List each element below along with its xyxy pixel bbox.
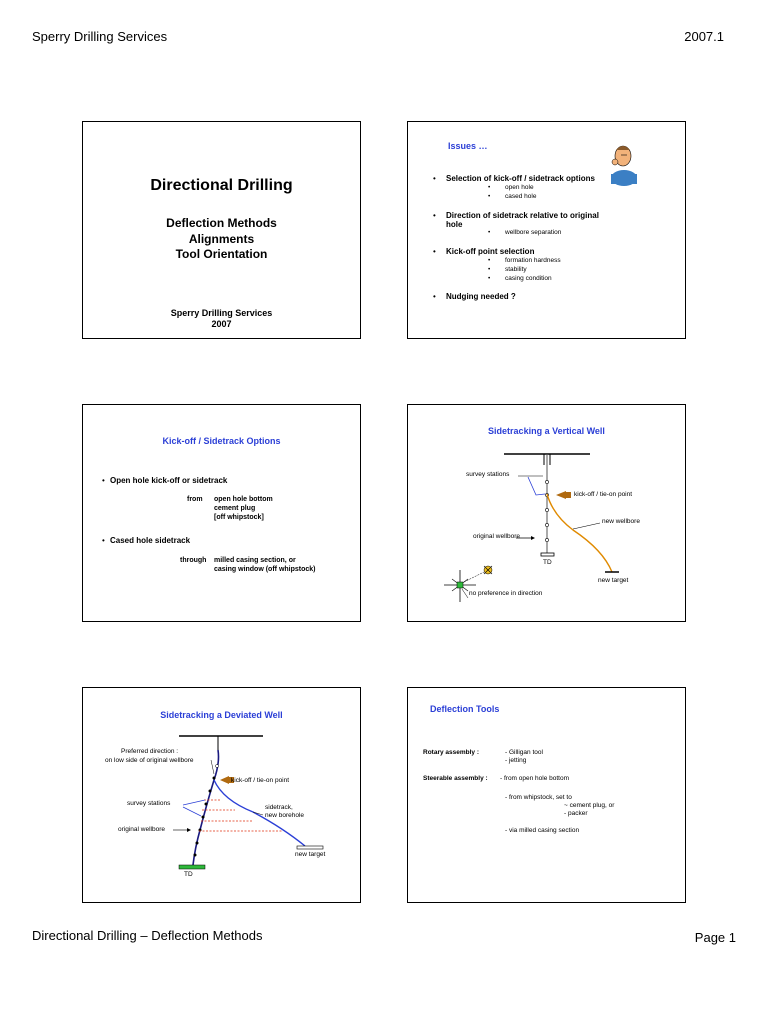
slide-kickoff-options: Kick-off / Sidetrack Options • Open hole kick-off or sidetrack from open hole bottom cement plug [off whipstock] • Cased hole sidetrack through milled casing section, or casing window (off whipstock)	[82, 404, 361, 622]
slide5-title: Sidetracking a Deviated Well	[160, 710, 283, 720]
slide3-through-label: through	[180, 557, 207, 564]
vertical-well-diagram	[408, 405, 686, 622]
slide6-rotary-1: - Gilligan tool	[505, 749, 543, 756]
page-footer-left: Directional Drilling – Deflection Methods	[32, 928, 263, 943]
slide5-kickoff: kick-off / tie-on point	[231, 777, 290, 784]
slide5-td: TD	[184, 871, 193, 878]
slide5-preferred-1: Preferred direction :	[121, 748, 179, 755]
slide2-sub-2a: wellbore separation	[505, 229, 562, 236]
slide1-year: 2007	[211, 319, 232, 329]
slide3-bullet-2: Cased hole sidetrack	[110, 536, 191, 545]
slide2-sub-1b: cased hole	[505, 193, 537, 200]
slide-vertical-well	[407, 404, 686, 622]
slide-issues: Issues … • Selection of kick-off / sidetrack options • open hole • cased hole • Direction of sidetrack relative to original hole • wellbore separation • Kick-off point selection • formation hardness • stability • casing condition • Nudging needed ?	[407, 121, 686, 339]
slide2-sub-3b: stability	[505, 266, 527, 273]
slide4-title: Sidetracking a Vertical Well	[488, 426, 605, 436]
slide6-rotary-2: - jetting	[505, 757, 527, 764]
slide6-steer-1: - from open hole bottom	[500, 775, 570, 782]
slide2-bullet-1: Selection of kick-off / sidetrack options	[446, 174, 595, 183]
slide4-kickoff: kick-off / tie-on point	[574, 491, 633, 498]
slide2-sub-3a: formation hardness	[505, 257, 561, 264]
slide6-rotary-label: Rotary assembly :	[423, 749, 479, 756]
slide3-from-label: from	[187, 496, 203, 503]
slide5-survey-stations: survey stations	[127, 800, 171, 807]
slide5-original-wellbore: original wellbore	[118, 826, 165, 833]
slide1-subtitle-2: Alignments	[188, 232, 255, 246]
slide5-new-target: new target	[295, 851, 326, 858]
slide6-title: Deflection Tools	[430, 704, 500, 714]
slide4-original-wellbore: original wellbore	[473, 533, 520, 540]
page-header-right: 2007.1	[684, 29, 724, 44]
slide3-from-2: cement plug	[214, 505, 256, 512]
slide3-through-1: milled casing section, or	[214, 557, 296, 564]
slide6-steer-2a: ~ cement plug, or	[564, 802, 615, 809]
slide1-company: Sperry Drilling Services	[170, 308, 273, 318]
slide6-steerable-label: Steerable assembly :	[423, 775, 488, 782]
slide4-new-wellbore: new wellbore	[602, 518, 640, 525]
slide1-title: Directional Drilling	[150, 177, 293, 194]
slide2-sub-1a: open hole	[505, 184, 534, 191]
slide2-heading: Issues …	[448, 141, 488, 151]
slide3-from-3: [off whipstock]	[214, 514, 264, 521]
page-footer-right: Page 1	[694, 930, 736, 945]
deviated-well-diagram	[83, 688, 361, 903]
slide2-bullet-2: Direction of sidetrack relative to original	[446, 211, 599, 220]
slide1-subtitle-3: Tool Orientation	[175, 247, 268, 261]
slide2-bullet-3: Kick-off point selection	[446, 247, 535, 256]
slide4-no-pref: no preference in direction	[469, 590, 543, 597]
slide4-new-target: new target	[598, 577, 629, 584]
slide5-sidetrack-1: sidetrack,	[265, 804, 293, 811]
slide3-title: Kick-off / Sidetrack Options	[162, 436, 281, 446]
slide2-bullet-2-cont: hole	[446, 220, 463, 229]
slide4-survey-stations: survey stations	[466, 471, 510, 478]
slide3-bullet-1: Open hole kick-off or sidetrack	[110, 476, 228, 485]
slide3-through-2: casing window (off whipstock)	[214, 566, 316, 573]
slide5-preferred-2: on low side of original wellbore	[105, 757, 194, 764]
slide-deflection-tools	[407, 687, 686, 903]
slide-deviated-well	[82, 687, 361, 903]
slide2-sub-3c: casing condition	[505, 275, 552, 282]
slide6-steer-2b: - packer	[564, 810, 588, 817]
slide4-td: TD	[543, 559, 552, 566]
slide3-from-1: open hole bottom	[214, 496, 273, 503]
slide1-subtitle-1: Deflection Methods	[166, 216, 277, 230]
page-header-left: Sperry Drilling Services	[32, 29, 168, 44]
slide6-steer-3: - via milled casing section	[505, 827, 580, 834]
slide-title	[82, 121, 361, 339]
slide5-sidetrack-2: new borehole	[265, 812, 305, 819]
slide6-steer-2: - from whipstock, set to	[505, 794, 572, 801]
slide2-bullet-4: Nudging needed ?	[446, 292, 516, 301]
